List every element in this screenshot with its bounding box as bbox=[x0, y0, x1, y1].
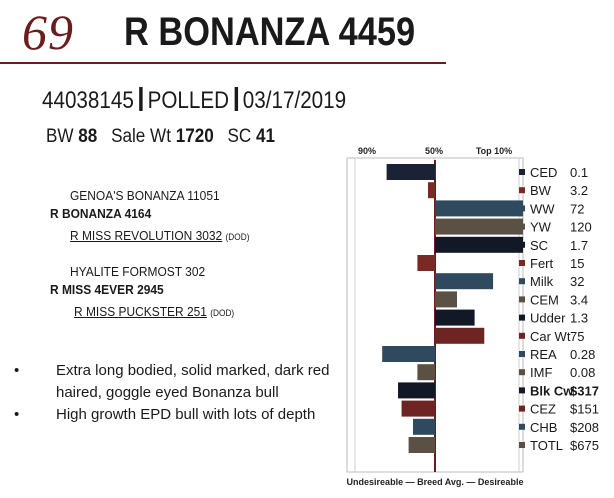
sc-value: 41 bbox=[256, 126, 276, 147]
trait-name: CED bbox=[530, 165, 558, 180]
chart-top-label: Top 10% bbox=[475, 146, 513, 156]
legend-swatch bbox=[519, 442, 525, 448]
pedigree-sire-dam: R MISS REVOLUTION 3032 (DOD) bbox=[70, 228, 250, 243]
trait-value: 120 bbox=[570, 219, 592, 235]
legend-swatch bbox=[519, 278, 525, 284]
epd-bar-rea bbox=[382, 346, 435, 362]
trait-name: SC bbox=[530, 237, 549, 253]
legend-swatch bbox=[519, 351, 525, 357]
epd-bar-cez bbox=[402, 401, 435, 417]
birth-date: 03/17/2019 bbox=[242, 87, 347, 114]
trait-value: $317 bbox=[570, 383, 599, 399]
bw-label: BW bbox=[46, 126, 74, 147]
trait-name: Milk bbox=[530, 274, 554, 290]
legend-swatch bbox=[519, 406, 525, 412]
epd-bar-yw bbox=[435, 219, 523, 235]
epd-bar-cem bbox=[435, 291, 457, 307]
bullet-dot: • bbox=[14, 362, 20, 379]
trait-value: 0.1 bbox=[570, 165, 589, 180]
sale-wt-label: Sale Wt bbox=[111, 126, 171, 147]
trait-name: CHB bbox=[530, 419, 558, 435]
trait-value: 0.08 bbox=[570, 365, 596, 381]
trait-name: WW bbox=[530, 201, 555, 217]
epd-bar-chb bbox=[413, 419, 435, 435]
pedigree-dam-sire: HYALITE FORMOST 302 bbox=[70, 264, 206, 279]
polled-status: POLLED bbox=[147, 87, 230, 114]
legend-swatch bbox=[519, 424, 525, 430]
trait-name: Udder bbox=[530, 310, 566, 326]
trait-name: Blk Cw bbox=[530, 383, 574, 399]
legend-swatch bbox=[519, 369, 525, 375]
registration-number: 44038145 bbox=[42, 87, 134, 114]
trait-value: 0.28 bbox=[570, 347, 596, 362]
trait-value: 1.7 bbox=[570, 237, 589, 253]
trait-value: 3.4 bbox=[570, 292, 589, 308]
sc-label: SC bbox=[227, 126, 252, 147]
legend-swatch bbox=[519, 224, 525, 230]
trait-name: IMF bbox=[530, 365, 553, 381]
legend-swatch bbox=[519, 187, 525, 193]
trait-name: Car Wt bbox=[530, 328, 571, 344]
legend-swatch bbox=[519, 387, 525, 393]
bullet-text: High growth EPD bull with lots of depth bbox=[56, 406, 316, 423]
trait-value: $151 bbox=[570, 401, 599, 417]
trait-name: CEZ bbox=[530, 401, 556, 417]
legend-swatch bbox=[519, 315, 525, 321]
bull-name-title: R BONANZA 4459 bbox=[124, 10, 416, 54]
legend-swatch bbox=[519, 205, 525, 211]
trait-value: $208 bbox=[570, 419, 599, 435]
epd-bar-sc bbox=[435, 237, 523, 253]
epd-bar-imf bbox=[417, 364, 435, 380]
trait-name: Fert bbox=[530, 256, 554, 271]
legend-swatch bbox=[519, 296, 525, 302]
epd-bar-ww bbox=[435, 200, 523, 216]
chart-bottom-label: Undesireable — Breed Avg. — Desireable bbox=[346, 477, 524, 487]
trait-value: 3.2 bbox=[570, 183, 589, 199]
pedigree-dam: R MISS 4EVER 2945 bbox=[50, 282, 164, 297]
trait-value: 72 bbox=[570, 201, 585, 217]
epd-bar-car-wt bbox=[435, 328, 484, 344]
pedigree-sire: R BONANZA 4164 bbox=[50, 206, 152, 221]
legend-swatch bbox=[519, 169, 525, 175]
epd-bar-milk bbox=[435, 273, 493, 289]
trait-value: $675 bbox=[570, 438, 599, 453]
bw-value: 88 bbox=[78, 126, 98, 147]
trait-name: BW bbox=[530, 183, 551, 199]
trait-name: YW bbox=[530, 219, 551, 235]
pedigree-dam-dam: R MISS PUCKSTER 251 (DOD) bbox=[74, 304, 235, 319]
trait-name: CEM bbox=[530, 292, 559, 308]
epd-bar-ced bbox=[387, 164, 435, 180]
epd-bar-fert bbox=[417, 255, 435, 271]
trait-value: 1.3 bbox=[570, 310, 589, 326]
chart-top-label: 90% bbox=[357, 146, 377, 156]
legend-swatch bbox=[519, 260, 525, 266]
trait-value: 75 bbox=[570, 328, 585, 344]
trait-value: 32 bbox=[570, 274, 585, 290]
epd-bar-blk-cw bbox=[398, 382, 435, 398]
lot-number: 69 bbox=[22, 4, 74, 60]
bullet-text: Extra long bodied, solid marked, dark red haired, goggle eyed Bonanza bull bbox=[56, 362, 330, 401]
epd-bar-totl bbox=[409, 437, 435, 453]
pedigree-sire-sire: GENOA'S BONANZA 11051 bbox=[70, 188, 220, 203]
trait-name: REA bbox=[530, 347, 557, 362]
sale-wt-value: 1720 bbox=[175, 126, 214, 147]
bullet-dot: • bbox=[14, 406, 20, 423]
epd-bar-bw bbox=[428, 182, 435, 198]
trait-value: 15 bbox=[570, 256, 585, 271]
legend-swatch bbox=[519, 242, 525, 248]
legend-swatch bbox=[519, 333, 525, 339]
trait-name: TOTL bbox=[530, 438, 563, 453]
epd-bar-udder bbox=[435, 310, 475, 326]
chart-top-label: 50% bbox=[424, 146, 444, 156]
